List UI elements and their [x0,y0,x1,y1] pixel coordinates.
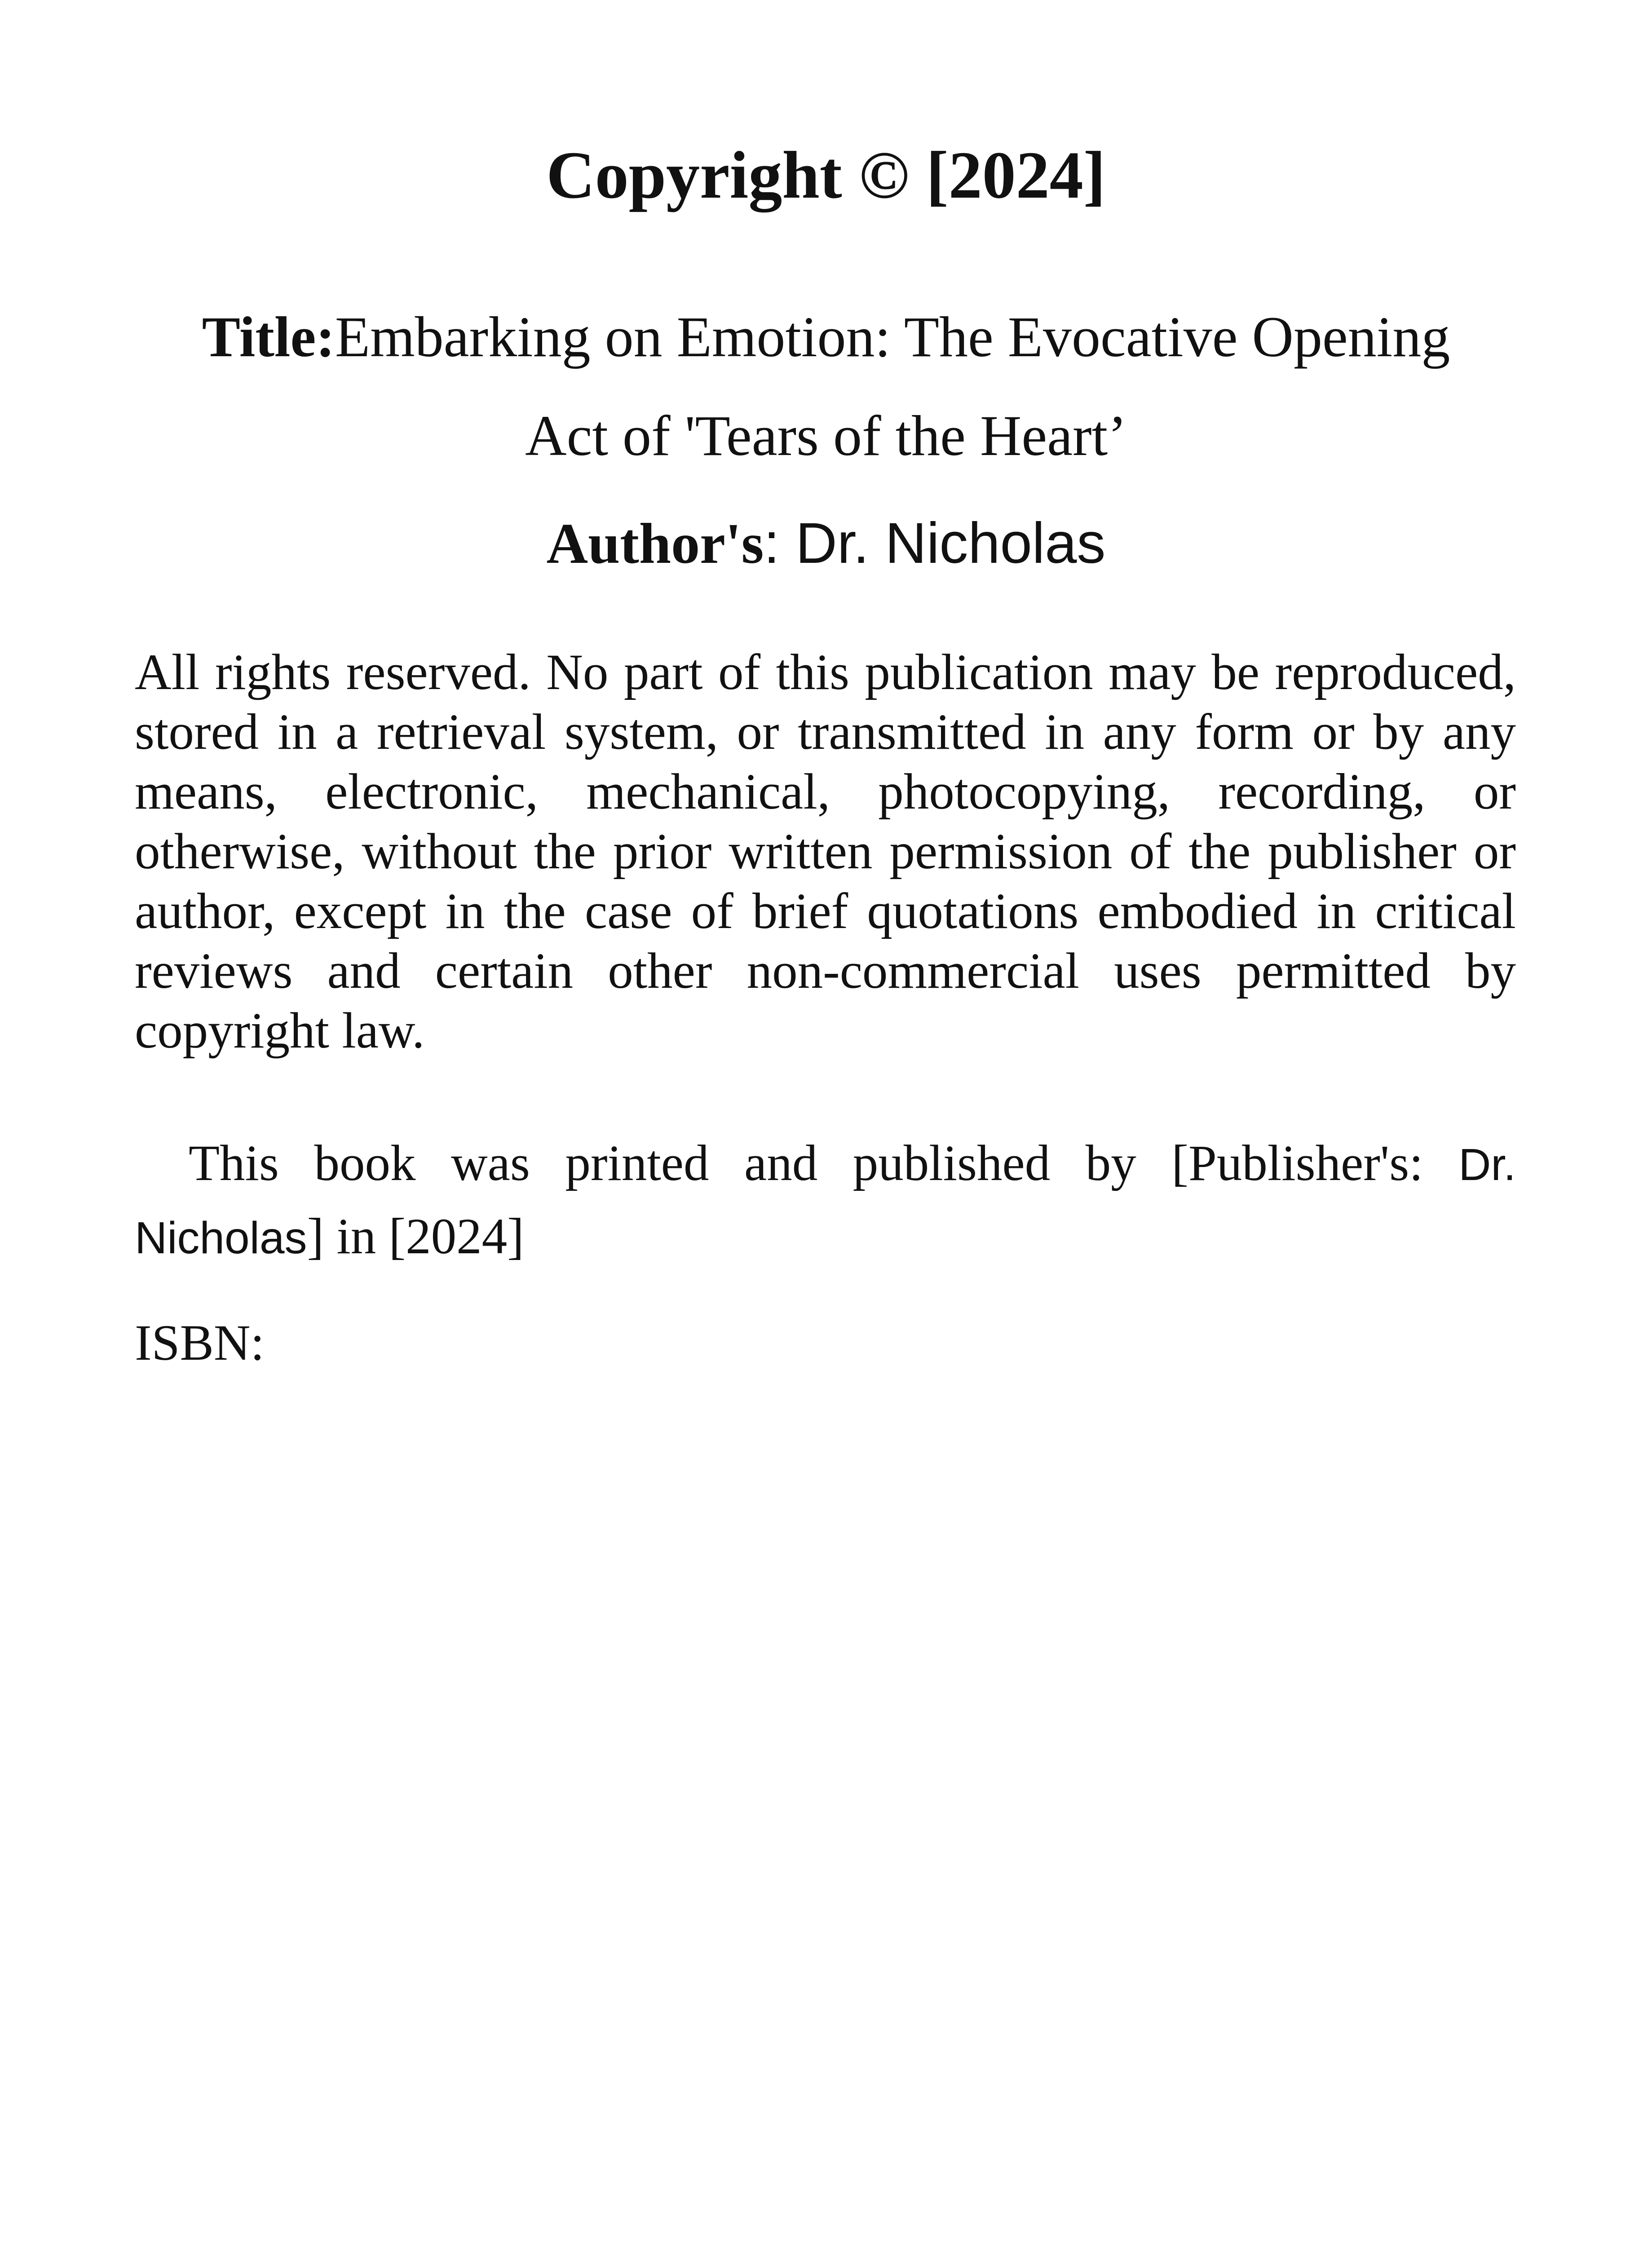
isbn-label: ISBN: [135,1315,265,1371]
author-label: Author's [546,512,764,575]
author-name: Dr. Nicholas [779,511,1106,575]
copyright-heading: Copyright © [2024] [546,138,1106,212]
author-separator: : [764,511,780,575]
title-label: Title: [202,305,335,369]
title-text-line1: Embarking on Emotion: The Evocative Opening [335,305,1450,369]
title-block [135,287,1517,485]
title-text-line2: Act of 'Tears of the Heart’ [525,404,1127,468]
publisher-name: Dr. Nicholas [135,1140,1516,1263]
publication-suffix: ] in [2024] [307,1208,524,1264]
publication-prefix: This book was printed and published by [Publisher's: [189,1135,1459,1191]
publication-statement [135,1127,1516,1274]
rights-reserved-paragraph: All rights reserved. No part of this publication may be reproduced, stored in a retrieval system, or transmitted in any form or by any means, electronic, mechanical, photocopying, recording, or otherwise, without the prior written permission of the publisher or author, except in the case of brief quotations embodied in critical reviews and certain other non-commercial uses permitted by copyright law. [135,644,1516,1059]
author-block [135,503,1517,584]
